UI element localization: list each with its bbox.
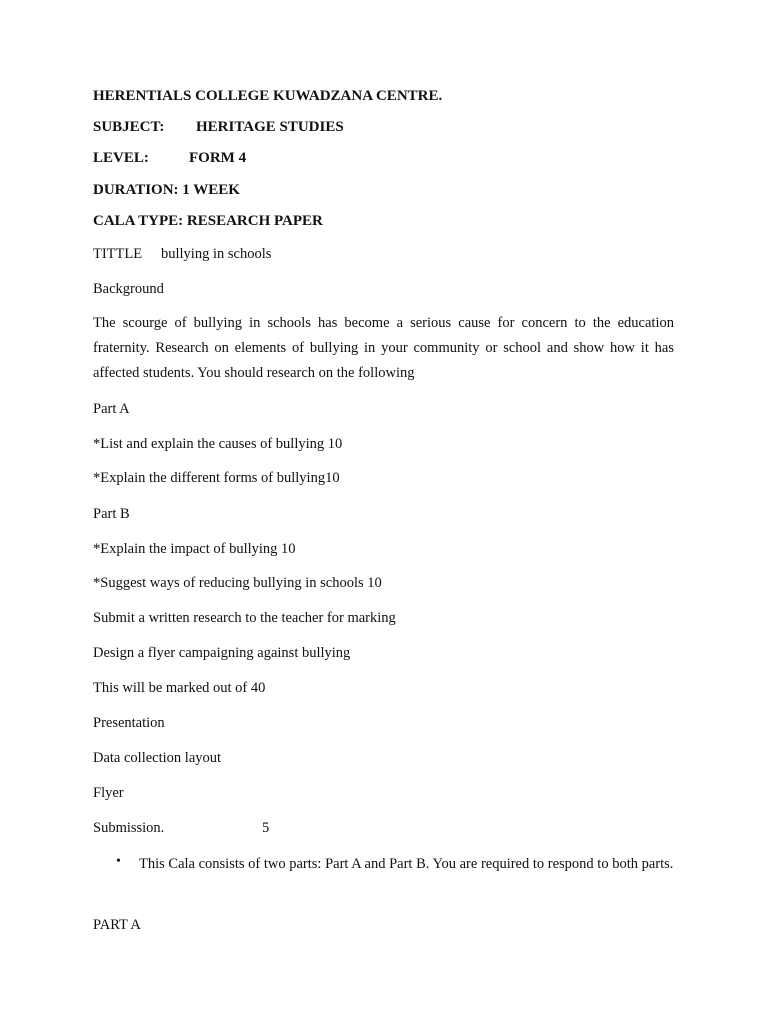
college-heading: HERENTIALS COLLEGE KUWADZANA CENTRE. (93, 88, 443, 104)
part-a-footer-heading: PART A (93, 917, 141, 933)
part-a-item: *List and explain the causes of bullying 10 (93, 436, 343, 452)
marking-flyer: Flyer (93, 785, 124, 801)
duration-line: DURATION: 1 WEEK (93, 182, 240, 198)
submission-value: 5 (262, 820, 270, 836)
marking-presentation: Presentation (93, 715, 165, 731)
subject-label: SUBJECT: (93, 119, 165, 135)
background-paragraph: The scourge of bullying in schools has become a serious cause for concern to the education fraternity. Research on elements of bullying in your community or school and show how it has affected students. You should research on the following (93, 315, 674, 381)
part-a-item: *Explain the different forms of bullying10 (93, 470, 340, 486)
submission-label: Submission. (93, 820, 165, 836)
part-a-heading: Part A (93, 401, 130, 417)
part-b-item: *Explain the impact of bullying 10 (93, 541, 296, 557)
title-line (93, 245, 271, 263)
level-value: FORM 4 (189, 150, 247, 166)
marking-submission (93, 819, 269, 837)
title-value: bullying in schools (161, 246, 272, 262)
subject-line (93, 118, 344, 136)
part-b-heading: Part B (93, 506, 130, 522)
cala-type-line: CALA TYPE: RESEARCH PAPER (93, 213, 323, 229)
instruction-line: Submit a written research to the teacher for marking (93, 610, 396, 626)
bullet-icon: • (116, 854, 121, 869)
marking-data-collection: Data collection layout (93, 750, 222, 766)
bullet-text: This Cala consists of two parts: Part A and Part B. You are required to respond to both parts. (139, 856, 674, 872)
background-heading: Background (93, 281, 164, 297)
instruction-line: Design a flyer campaigning against bullying (93, 645, 351, 661)
instruction-line: This will be marked out of 40 (93, 680, 266, 696)
level-line (93, 149, 246, 167)
subject-value: HERITAGE STUDIES (196, 119, 344, 135)
part-b-item: *Suggest ways of reducing bullying in schools 10 (93, 575, 382, 591)
level-label: LEVEL: (93, 150, 149, 166)
title-label: TITTLE (93, 246, 143, 262)
